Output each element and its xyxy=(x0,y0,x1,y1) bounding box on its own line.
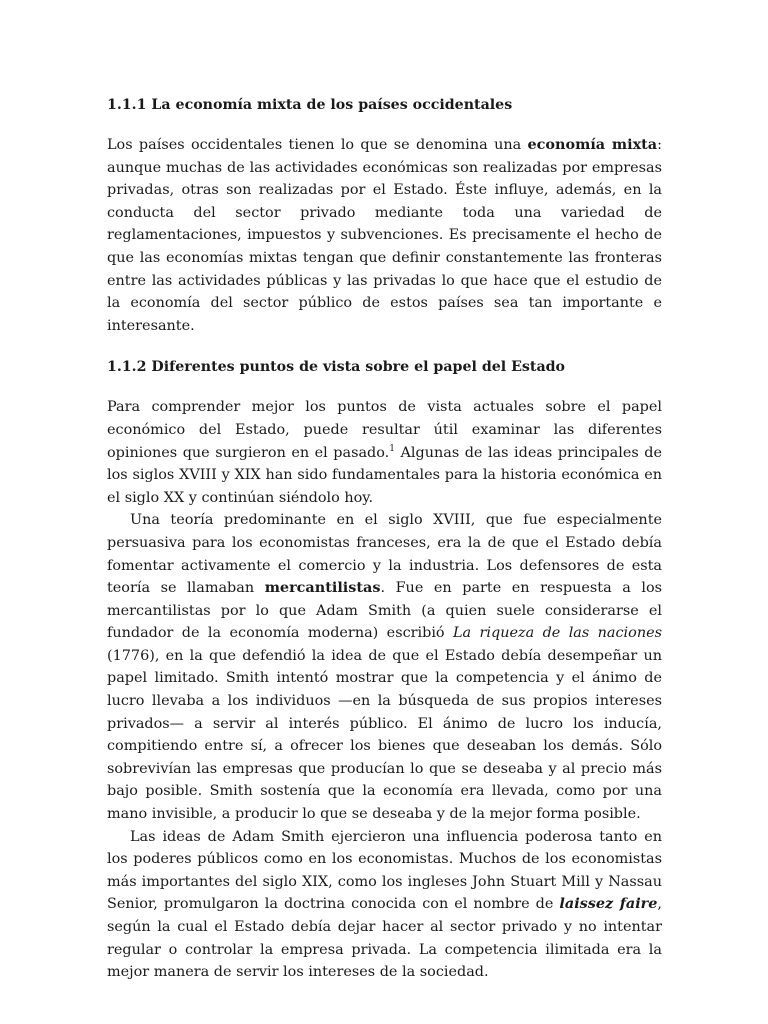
text-run: Una teoría predominante en el siglo XVIII, que fue especialmente persuasiva para los economistas franceses, era la de que el Estado debía fomentar activamente el comercio y la industria. Los defensores de esta teoría se llamaban xyxy=(107,512,662,597)
text-run: . Fue en parte en respuesta a los mercantilistas por lo que Adam Smith (a quien suele considerarse el fundador de la economía moderna) escribió xyxy=(107,580,662,642)
paragraph-laissez-faire xyxy=(107,826,662,984)
text-run: : aunque muchas de las actividades económicas son realizadas por empresas privadas, otras son realizadas por el Estado. Éste influye, además, en la conducta del sector privado mediante toda una variedad de reglamentaciones, impuestos y subvenciones. Es precisamente el hecho de que las economías mixtas tengan que definir constantemente las fronteras entre las actividades públicas y las privadas lo que hace que el estudio de la economía del sector público de estos países sea tan importante e interesante. xyxy=(107,137,662,334)
bold-italic-term-laissez-faire: laissez faire xyxy=(559,895,658,913)
paragraph-mercantilists xyxy=(107,509,662,825)
text-run: (1776), en la que defendió la idea de que el Estado debía desempeñar un papel limitado. Smith intentó mostrar que la competencia y el ánimo de lucro llevaba a los individuos —en la búsqueda de sus propios intereses privados— a servir al interés público. El ánimo de lucro los inducía, compitiendo entre sí, a ofrecer los bienes que deseaban los demás. Sólo sobrevivían las empresas que producían lo que se deseaba y al precio más bajo posible. Smith sostenía que la economía era llevada, como por una mano invisible, a producir lo que se deseaba y de la mejor forma posible. xyxy=(107,647,662,823)
text-run: Los países occidentales tienen lo que se denomina una xyxy=(107,137,528,153)
bold-term-mercantilistas: mercantilistas xyxy=(264,579,381,597)
paragraph-mixed-economy xyxy=(107,134,662,337)
footnote-marker[interactable]: 1 xyxy=(389,443,395,454)
paragraph-viewpoints-intro xyxy=(107,396,662,509)
text-run: Para comprender mejor los puntos de vista actuales sobre el papel económico del Estado, puede resultar útil examinar las diferentes opiniones que surgieron en el pasado. xyxy=(107,399,662,461)
bold-term-economia-mixta: economía mixta xyxy=(527,136,658,153)
section-heading-1-1-2: 1.1.2 Diferentes puntos de vista sobre el papel del Estado xyxy=(107,359,566,376)
book-title-italic: La riqueza de las naciones xyxy=(453,625,662,642)
text-run: , según la cual el Estado debía dejar hacer al sector privado y no intentar regular o controlar la empresa privada. La competencia ilimitada era la mejor manera de servir los intereses de la sociedad. xyxy=(107,896,662,981)
section-heading-1-1-1: 1.1.1 La economía mixta de los países occidentales xyxy=(107,97,513,113)
document-page xyxy=(107,94,662,984)
text-run: Las ideas de Adam Smith ejercieron una influencia poderosa tanto en los poderes públicos como en los economistas. Muchos de los economistas más importantes del siglo XIX, como los ingleses John Stuart Mill y Nassau Senior, promulgaron la doctrina conocida con el nombre de xyxy=(107,828,662,913)
text-run: Algunas de las ideas principales de los siglos XVIII y XIX han sido fundamentales para la historia económica en el siglo XX y continúan siéndolo hoy. xyxy=(107,444,662,506)
